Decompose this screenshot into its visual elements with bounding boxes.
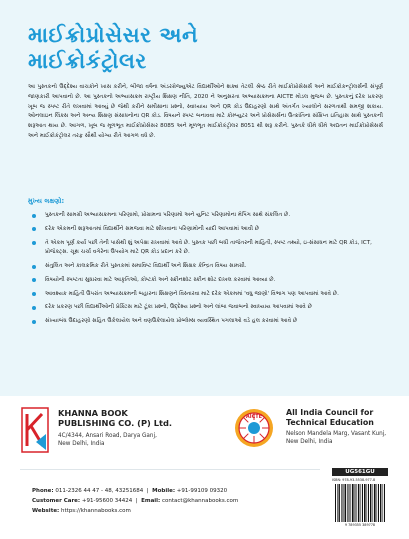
- aicte-name-line-1: All India Council for: [286, 408, 374, 417]
- publisher-block: [20, 402, 188, 462]
- intro-paragraph: આ પુસ્તકનો ઉદ્દેશ્ય વાચકોને ખાસ કરીને, બીજા વર્ષના અંડરગ્રેજ્યુએટ વિદ્યાર્થીઓને શક્ય તેટલી શ્રેષ્ઠ રીતે માઈક્રોપ્રોસેસર્સ અને માઈક્રોકન્ટ્રોલર્સની સંપૂર્ણ જાણકારી આપવાનો છે. આ પુસ્તકનો અભ્યાસક્રમ રાષ્ટ્રીય શિક્ષણ નીતિ, 2020 ને અનુસરતા અભ્યાસક્રમના AICTE મોડલ મુજબ છે. પુસ્તકનું દરેક પ્રકરણ ખૂબ જ સ્પષ્ટ રીતે લખવામાં આવ્યું છે જેથી કરીને સમીક્ષાના પ્રશ્નો, સ્વાધ્યાય અને QR કોડ ઉદાહરણો સાથે અંતર્ગત ખ્યાલોને સરળતાથી સમજી શકાય. ઓનલાઇન લિંક્સ અને અન્ય શિક્ષણ સંસાધનોના QR કોડ. વિષયને સ્પષ્ટ બનાવવા માટે કોમ્પ્યુટર અને પ્રોસેસર્સના ઉત્ક્રાંતિના સંક્ષિપ્ત ઇતિહાસ સાથે પુસ્તકની શરૂઆત થાય છે. આગળ, ખૂબ જ મૂળભૂત માઈક્રોપ્રોસેસર 8085 અને મૂળભૂત માઈક્રોકંટ્રોલર 8051 થી શરૂ કરીને. પુસ્તકે ધીમે ધીમે અદ્યતન માઈક્રોપ્રોસેસર્સ અને માઈક્રોકંટ્રોલર તરફ સૌથી યોગ્ય રીતે આગળ વધે છે.: [28, 84, 383, 139]
- customer-care-value: +91-95600 34424: [81, 498, 133, 505]
- bullet-icon: [32, 214, 36, 218]
- feature-item: [32, 317, 384, 327]
- feature-item: [32, 225, 384, 235]
- book-title-line-1: માઈક્રોપ્રોસેસર અને: [28, 23, 199, 47]
- bullet-icon: [32, 241, 36, 245]
- website-value[interactable]: https://khannabooks.com: [61, 508, 131, 515]
- publisher-address-line-1: 4C/4344, Ansari Road, Darya Ganj,: [58, 433, 157, 439]
- publisher-name-line-1: KHANNA BOOK: [58, 408, 128, 418]
- phone-value: 011-2326 44 47 - 48, 43251684: [55, 488, 144, 494]
- aicte-emblem-text: AICTE: [245, 414, 263, 420]
- contact-info: [32, 486, 238, 517]
- barcode-icon: [334, 484, 386, 522]
- phone-row: Phone: 011-2326 44 47 - 48, 43251684 | Mobile: +91-99109 09320: [32, 488, 228, 494]
- email-value[interactable]: contact@khannabooks.com: [162, 498, 239, 505]
- isbn-text: ISBN: 978-93-5538-977-8: [332, 478, 376, 482]
- bullet-icon: [32, 278, 36, 282]
- aicte-name: [286, 408, 374, 428]
- feature-item: [32, 276, 384, 286]
- bullet-icon: [32, 227, 36, 231]
- feature-text: સંતુલિત અને કાલક્રમિક રીતે પુસ્તકમાં સમાવિષ્ટ વિદ્યાર્થી અને શિક્ષક કેન્દ્રિત વિષય સામગ્રી.: [45, 262, 247, 269]
- book-title: [28, 22, 378, 74]
- feature-text: તે એકમ પૂર્ણ કર્યા પછી તેની પાસેથી શું અપેક્ષા રાખવામાં આવે છે. પુસ્તક પછી બધી તાજેતરની માહિતી, સ્પષ્ટ તથ્યો, ઇ-સંસાધન માટે QR કોડ, ICT, પ્રોજેક્ટ્સ. ચૂથ ચર્ચા વગેરેના ઉપયોગ માટે QR કોડ પ્રદાન કરે છે.: [45, 239, 372, 256]
- aicte-emblem-icon: [232, 404, 276, 454]
- publisher-name: [58, 408, 172, 428]
- website-row: [32, 506, 238, 516]
- feature-item: [32, 239, 384, 258]
- feature-text: વિષયોની સ્પષ્ટતા સુધારવા માટે આકૃતિઓ, કોષ્ટકો અને સ્ક્રીનશૉટ સ્કીન શોટ દાખલ કરવામાં આવ્યા છે.: [45, 276, 276, 283]
- feature-text: દરેક પ્રકરણ પછી વિદ્યાર્થીઓની પ્રેક્ટિસ માટે ટૂંકા પ્રશ્નો, ઉદ્દેશ્ય પ્રશ્નો અને લાંબા જવાબનો સ્વાધ્યાય આપવામાં આવે છે: [45, 304, 312, 311]
- aicte-address-line-2: New Delhi, India: [286, 439, 333, 445]
- website-label: Website:: [32, 508, 60, 515]
- feature-text: આવશ્યક માહિતી ઉપરાંત અભ્યાસક્રમની બહારના શિક્ષણને વિસ્તારવા માટે દરેક એકમમાં 'વધુ જાણો' વિભાગ પણ આપવામાં આવે છે.: [45, 290, 339, 297]
- customer-care-label: Customer Care:: [32, 498, 81, 505]
- barcode-block: [332, 468, 388, 528]
- publisher-address-line-2: New Delhi, India: [58, 441, 105, 447]
- aicte-name-line-2: Technical Education: [286, 418, 374, 427]
- bullet-icon: [32, 292, 36, 296]
- features-list: [32, 211, 384, 331]
- aicte-block: [232, 402, 392, 462]
- feature-text: પુસ્તકની સામગ્રી અભ્યાસક્રમના પરિણામો, પ્રોગ્રામના પરિણામો અને યુનિટ પરિણામોના મેપિંગ સાથે સંકલિત છે.: [45, 212, 291, 218]
- aicte-address-line-1: Nelson Mandela Marg, Vasant Kunj,: [286, 431, 387, 437]
- khanna-logo-icon: [20, 406, 50, 454]
- mobile-label: Mobile:: [152, 488, 176, 494]
- bullet-icon: [32, 306, 36, 310]
- book-title-line-2: માઈક્રોકંટ્રોલર: [28, 49, 147, 73]
- feature-text: દરેક એકમની શરૂઆતમાં વિદ્યાર્થીને સમજવા માટે શીખવાના પરિણામોની યાદી આપવામાં આવી છે: [45, 225, 260, 232]
- barcode-number: 9 789355 389778: [344, 523, 376, 527]
- book-code: UG561GU: [332, 468, 388, 476]
- publisher-name-line-2: PUBLISHING CO. (P) Ltd.: [58, 418, 173, 428]
- publisher-address: [58, 432, 157, 448]
- feature-item: [32, 290, 384, 300]
- phone-label: Phone:: [32, 488, 54, 494]
- care-row: Customer Care: +91-95600 34424 | Email: contact@khannabooks.com: [32, 498, 239, 505]
- aicte-address: [286, 430, 386, 446]
- features-heading: મુખ્ય લક્ષણો:: [28, 197, 65, 205]
- mobile-value: +91-99109 09320: [176, 488, 228, 494]
- email-label: Email:: [141, 498, 161, 505]
- feature-text: સંખ્યાબંધ ઉદાહરણો સહિત ઉકેલાયેલ અને વણઉકેલાયેલ પ્રોબ્લેમ્સ વ્યવસ્થિત પગલાઓ વડે હલ કરવામાં આવે છે: [45, 318, 298, 325]
- feature-item: [32, 303, 384, 313]
- footer-divider: [20, 469, 320, 470]
- bullet-icon: [32, 320, 36, 324]
- feature-item: [32, 262, 384, 272]
- bullet-icon: [32, 265, 36, 269]
- feature-item: [32, 211, 384, 221]
